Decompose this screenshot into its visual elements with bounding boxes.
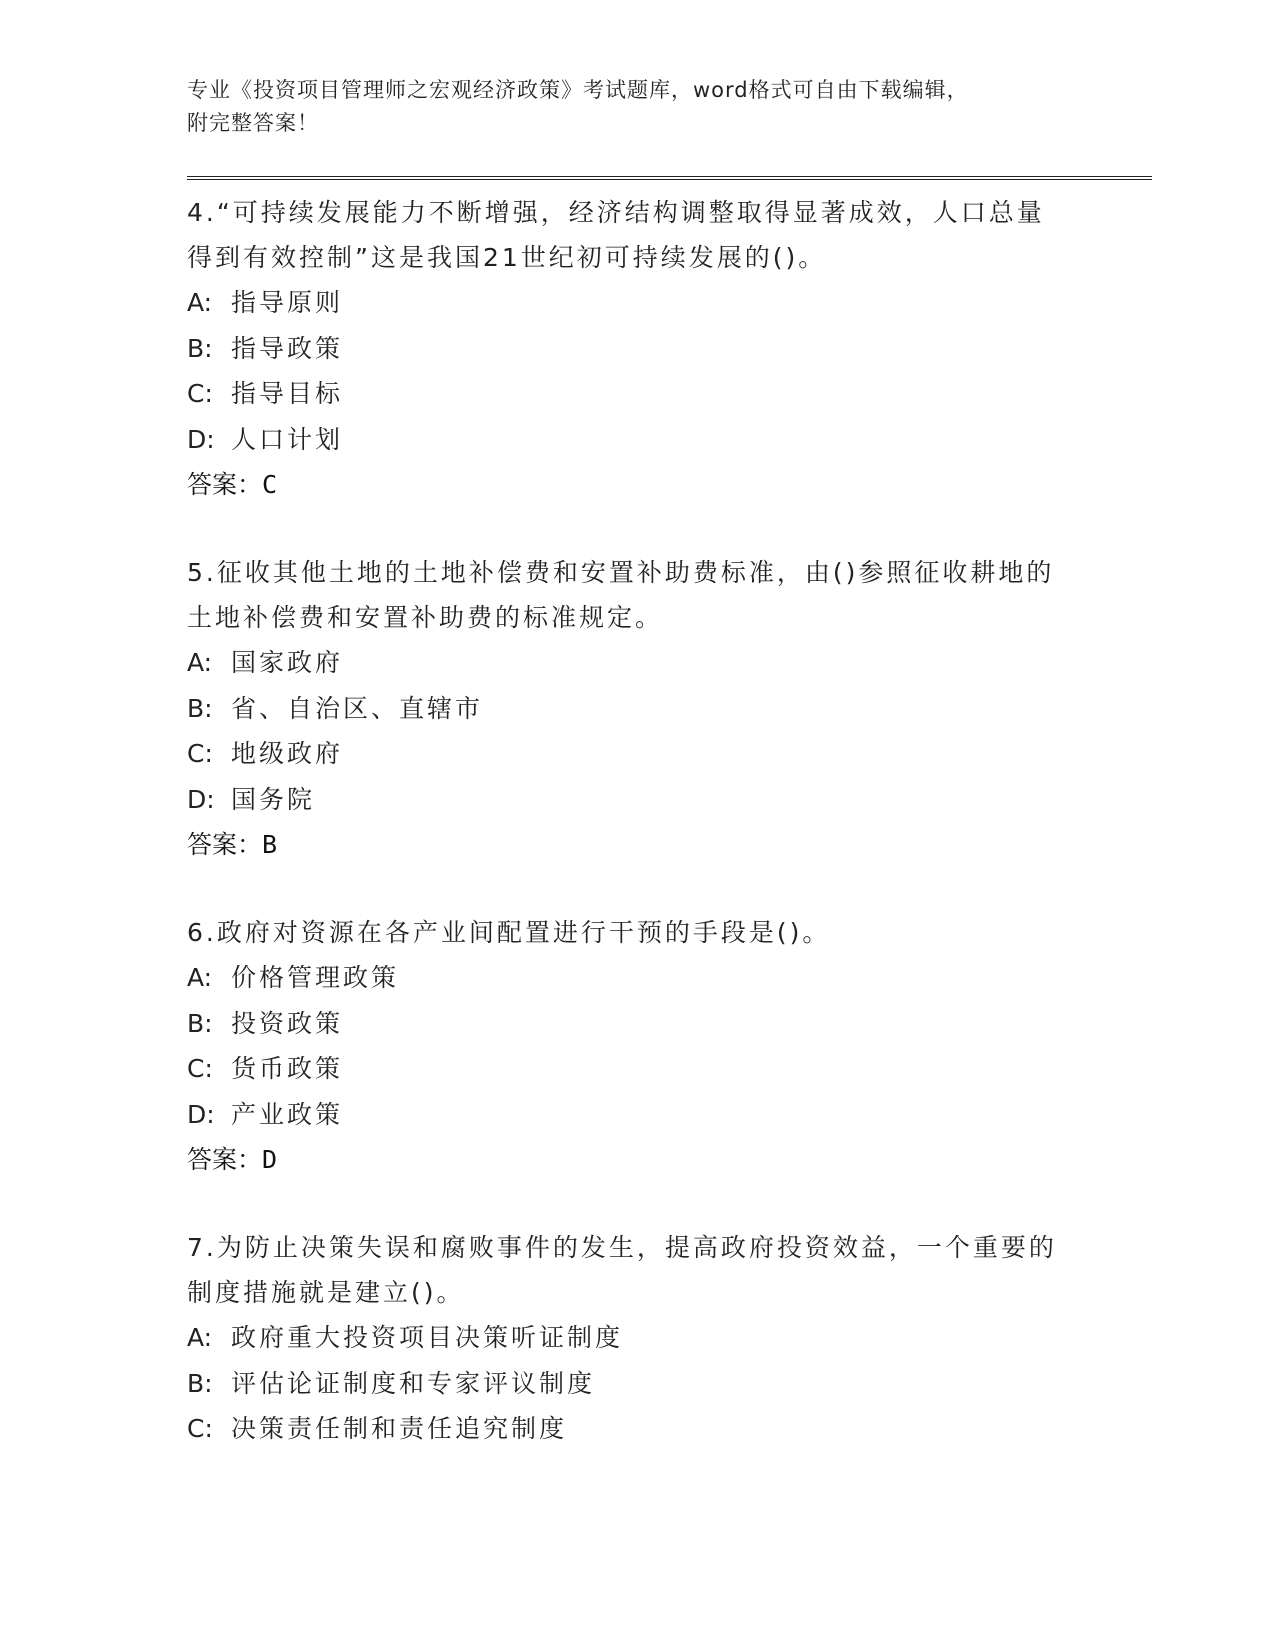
- question-5: [187, 550, 1087, 867]
- option-c: [187, 1046, 1087, 1092]
- option-d: [187, 1092, 1087, 1138]
- question-6: [187, 910, 1087, 1182]
- option-a: [187, 640, 1087, 686]
- answer-value: D: [262, 1145, 278, 1174]
- option-text: 国家政府: [231, 648, 344, 677]
- header-divider: [187, 176, 1152, 180]
- option-key: B:: [187, 1008, 213, 1038]
- option-b: [187, 686, 1087, 732]
- option-c: [187, 371, 1087, 417]
- answer-value: B: [262, 830, 278, 859]
- question-stem: 7.为防止决策失误和腐败事件的发生，提高政府投资效益，一个重要的制度措施就是建立()。: [187, 1233, 1057, 1307]
- option-key: B:: [187, 1368, 213, 1398]
- option-text: 决策责任制和责任追究制度: [231, 1414, 568, 1443]
- question-list: [187, 190, 1087, 1495]
- option-key: A:: [187, 288, 213, 317]
- option-text: 评估论证制度和专家评议制度: [231, 1368, 596, 1398]
- intro-line-1: 专业《投资项目管理师之宏观经济政策》考试题库，word格式可自由下载编辑，: [187, 78, 969, 102]
- answer-label: 答案：: [187, 830, 263, 859]
- option-d: [187, 777, 1087, 823]
- option-text: 地级政府: [231, 739, 344, 768]
- option-text: 指导原则: [231, 288, 344, 317]
- answer-label: 答案：: [187, 1145, 263, 1174]
- option-c: [187, 731, 1087, 777]
- option-key: B:: [187, 333, 213, 363]
- option-text: 人口计划: [231, 424, 344, 454]
- option-text: 产业政策: [231, 1099, 344, 1129]
- answer-line: [187, 1137, 1087, 1182]
- option-d: [187, 417, 1087, 463]
- question-stem: 5.征收其他土地的土地补偿费和安置补助费标准，由()参照征收耕地的土地补偿费和安置补助费的标准规定。: [187, 558, 1055, 632]
- option-text: 货币政策: [231, 1054, 344, 1083]
- option-key: B:: [187, 693, 213, 723]
- option-key: A:: [187, 1323, 213, 1352]
- option-key: D:: [187, 1099, 215, 1129]
- question-7: [187, 1225, 1087, 1452]
- option-a: [187, 1315, 1087, 1361]
- option-b: [187, 1361, 1087, 1407]
- answer-label: 答案：: [187, 470, 263, 499]
- option-key: C:: [187, 739, 213, 768]
- question-4: [187, 190, 1087, 507]
- option-text: 价格管理政策: [231, 963, 400, 992]
- option-key: A:: [187, 963, 213, 992]
- question-stem: 4.“可持续发展能力不断增强，经济结构调整取得显著成效，人口总量得到有效控制”这是我国21世纪初可持续发展的()。: [187, 198, 1045, 272]
- option-c: [187, 1406, 1087, 1452]
- option-text: 政府重大投资项目决策听证制度: [231, 1323, 624, 1352]
- option-key: C:: [187, 379, 213, 408]
- option-b: [187, 1001, 1087, 1047]
- option-key: D:: [187, 784, 215, 814]
- question-stem: 6.政府对资源在各产业间配置进行干预的手段是()。: [187, 918, 831, 947]
- option-b: [187, 326, 1087, 372]
- option-key: A:: [187, 648, 213, 677]
- option-a: [187, 955, 1087, 1001]
- option-text: 指导目标: [231, 379, 344, 408]
- option-key: C:: [187, 1054, 213, 1083]
- intro-line-2: 附完整答案！: [187, 111, 319, 135]
- option-text: 投资政策: [231, 1008, 344, 1038]
- option-text: 指导政策: [231, 333, 344, 363]
- option-text: 省、自治区、直辖市: [231, 693, 484, 723]
- document-intro: [187, 74, 1067, 140]
- option-a: [187, 280, 1087, 326]
- answer-line: [187, 822, 1087, 867]
- option-key: C:: [187, 1414, 213, 1443]
- option-key: D:: [187, 424, 215, 454]
- answer-line: [187, 462, 1087, 507]
- answer-value: C: [262, 470, 278, 499]
- option-text: 国务院: [231, 784, 316, 814]
